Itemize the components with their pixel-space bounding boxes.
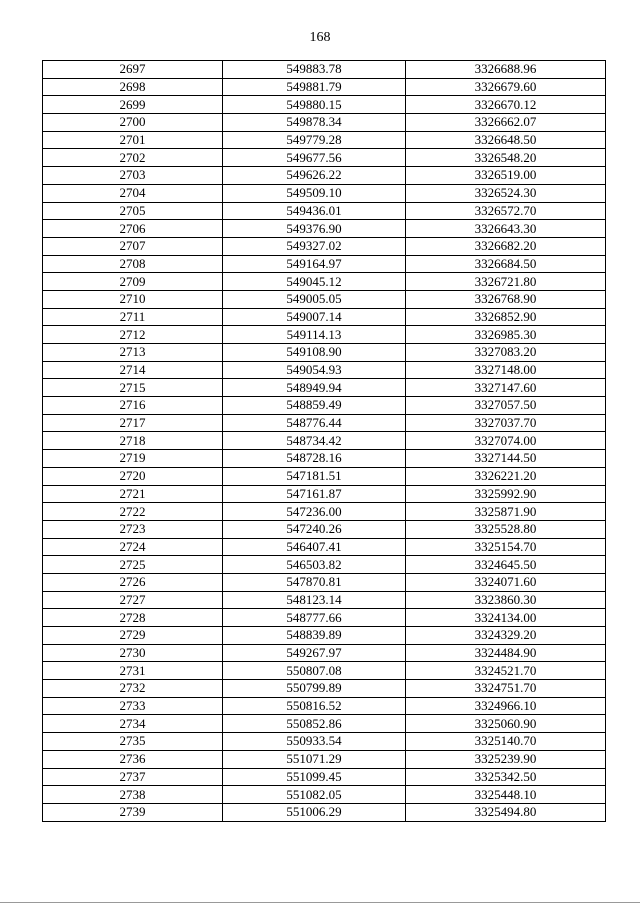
- table-row: [43, 750, 606, 768]
- point-number-cell: 2723: [43, 520, 223, 538]
- point-number-cell: 2700: [43, 114, 223, 132]
- point-number-cell: 2708: [43, 255, 223, 273]
- y-coordinate-cell: 3325528.80: [406, 520, 606, 538]
- x-coordinate-cell: 549005.05: [223, 290, 406, 308]
- point-number-cell: 2735: [43, 733, 223, 751]
- y-coordinate-cell: 3324484.90: [406, 644, 606, 662]
- point-number-cell: 2736: [43, 750, 223, 768]
- x-coordinate-cell: 547240.26: [223, 520, 406, 538]
- x-coordinate-cell: 549878.34: [223, 114, 406, 132]
- point-number-cell: 2729: [43, 627, 223, 645]
- point-number-cell: 2699: [43, 96, 223, 114]
- y-coordinate-cell: 3325448.10: [406, 786, 606, 804]
- y-coordinate-cell: 3326721.80: [406, 273, 606, 291]
- x-coordinate-cell: 551071.29: [223, 750, 406, 768]
- table-row: [43, 61, 606, 79]
- y-coordinate-cell: 3326688.96: [406, 61, 606, 79]
- table-row: [43, 680, 606, 698]
- table-row: [43, 733, 606, 751]
- y-coordinate-cell: 3325239.90: [406, 750, 606, 768]
- x-coordinate-cell: 549509.10: [223, 184, 406, 202]
- x-coordinate-cell: 551099.45: [223, 768, 406, 786]
- point-number-cell: 2727: [43, 591, 223, 609]
- coordinates-table-body: [43, 61, 606, 822]
- point-number-cell: 2710: [43, 290, 223, 308]
- x-coordinate-cell: 549881.79: [223, 78, 406, 96]
- point-number-cell: 2698: [43, 78, 223, 96]
- point-number-cell: 2726: [43, 573, 223, 591]
- y-coordinate-cell: 3323860.30: [406, 591, 606, 609]
- y-coordinate-cell: 3326572.70: [406, 202, 606, 220]
- table-row: [43, 397, 606, 415]
- table-row: [43, 308, 606, 326]
- point-number-cell: 2733: [43, 697, 223, 715]
- point-number-cell: 2719: [43, 450, 223, 468]
- point-number-cell: 2739: [43, 803, 223, 821]
- page-number: 168: [309, 30, 331, 45]
- table-row: [43, 220, 606, 238]
- table-row: [43, 591, 606, 609]
- x-coordinate-cell: 548734.42: [223, 432, 406, 450]
- y-coordinate-cell: 3326548.20: [406, 149, 606, 167]
- x-coordinate-cell: 549108.90: [223, 344, 406, 362]
- point-number-cell: 2721: [43, 485, 223, 503]
- table-row: [43, 573, 606, 591]
- table-row: [43, 644, 606, 662]
- table-row: [43, 786, 606, 804]
- table-row: [43, 503, 606, 521]
- table-row: [43, 485, 606, 503]
- point-number-cell: 2734: [43, 715, 223, 733]
- point-number-cell: 2731: [43, 662, 223, 680]
- x-coordinate-cell: 550852.86: [223, 715, 406, 733]
- point-number-cell: 2738: [43, 786, 223, 804]
- x-coordinate-cell: 551082.05: [223, 786, 406, 804]
- y-coordinate-cell: 3325060.90: [406, 715, 606, 733]
- point-number-cell: 2728: [43, 609, 223, 627]
- point-number-cell: 2730: [43, 644, 223, 662]
- point-number-cell: 2702: [43, 149, 223, 167]
- y-coordinate-cell: 3326682.20: [406, 237, 606, 255]
- table-row: [43, 255, 606, 273]
- table-row: [43, 467, 606, 485]
- point-number-cell: 2703: [43, 167, 223, 185]
- point-number-cell: 2714: [43, 361, 223, 379]
- y-coordinate-cell: 3326662.07: [406, 114, 606, 132]
- table-row: [43, 114, 606, 132]
- y-coordinate-cell: 3326670.12: [406, 96, 606, 114]
- point-number-cell: 2697: [43, 61, 223, 79]
- x-coordinate-cell: 547236.00: [223, 503, 406, 521]
- x-coordinate-cell: 547181.51: [223, 467, 406, 485]
- point-number-cell: 2725: [43, 556, 223, 574]
- x-coordinate-cell: 549054.93: [223, 361, 406, 379]
- y-coordinate-cell: 3327037.70: [406, 414, 606, 432]
- table-row: [43, 379, 606, 397]
- y-coordinate-cell: 3326519.00: [406, 167, 606, 185]
- x-coordinate-cell: 548949.94: [223, 379, 406, 397]
- y-coordinate-cell: 3325154.70: [406, 538, 606, 556]
- y-coordinate-cell: 3326648.50: [406, 131, 606, 149]
- y-coordinate-cell: 3325494.80: [406, 803, 606, 821]
- table-row: [43, 149, 606, 167]
- point-number-cell: 2701: [43, 131, 223, 149]
- table-row: [43, 184, 606, 202]
- point-number-cell: 2705: [43, 202, 223, 220]
- y-coordinate-cell: 3327147.60: [406, 379, 606, 397]
- y-coordinate-cell: 3326679.60: [406, 78, 606, 96]
- y-coordinate-cell: 3325140.70: [406, 733, 606, 751]
- y-coordinate-cell: 3325871.90: [406, 503, 606, 521]
- x-coordinate-cell: 548776.44: [223, 414, 406, 432]
- y-coordinate-cell: 3327074.00: [406, 432, 606, 450]
- point-number-cell: 2704: [43, 184, 223, 202]
- table-row: [43, 715, 606, 733]
- y-coordinate-cell: 3326985.30: [406, 326, 606, 344]
- table-row: [43, 450, 606, 468]
- x-coordinate-cell: 550799.89: [223, 680, 406, 698]
- y-coordinate-cell: 3327148.00: [406, 361, 606, 379]
- table-row: [43, 96, 606, 114]
- x-coordinate-cell: 549883.78: [223, 61, 406, 79]
- x-coordinate-cell: 548839.89: [223, 627, 406, 645]
- y-coordinate-cell: 3324521.70: [406, 662, 606, 680]
- x-coordinate-cell: 549327.02: [223, 237, 406, 255]
- table-row: [43, 803, 606, 821]
- y-coordinate-cell: 3327057.50: [406, 397, 606, 415]
- x-coordinate-cell: 550807.08: [223, 662, 406, 680]
- y-coordinate-cell: 3327144.50: [406, 450, 606, 468]
- y-coordinate-cell: 3326221.20: [406, 467, 606, 485]
- x-coordinate-cell: 546503.82: [223, 556, 406, 574]
- table-row: [43, 609, 606, 627]
- x-coordinate-cell: 549880.15: [223, 96, 406, 114]
- table-row: [43, 167, 606, 185]
- y-coordinate-cell: 3324134.00: [406, 609, 606, 627]
- x-coordinate-cell: 548777.66: [223, 609, 406, 627]
- table-row: [43, 131, 606, 149]
- x-coordinate-cell: 549376.90: [223, 220, 406, 238]
- x-coordinate-cell: 549164.97: [223, 255, 406, 273]
- table-row: [43, 344, 606, 362]
- point-number-cell: 2717: [43, 414, 223, 432]
- table-row: [43, 627, 606, 645]
- table-row: [43, 326, 606, 344]
- table-row: [43, 78, 606, 96]
- x-coordinate-cell: 549045.12: [223, 273, 406, 291]
- y-coordinate-cell: 3326768.90: [406, 290, 606, 308]
- x-coordinate-cell: 549626.22: [223, 167, 406, 185]
- point-number-cell: 2724: [43, 538, 223, 556]
- x-coordinate-cell: 551006.29: [223, 803, 406, 821]
- x-coordinate-cell: 549436.01: [223, 202, 406, 220]
- y-coordinate-cell: 3324329.20: [406, 627, 606, 645]
- y-coordinate-cell: 3327083.20: [406, 344, 606, 362]
- x-coordinate-cell: 548859.49: [223, 397, 406, 415]
- x-coordinate-cell: 550933.54: [223, 733, 406, 751]
- point-number-cell: 2713: [43, 344, 223, 362]
- table-row: [43, 556, 606, 574]
- point-number-cell: 2715: [43, 379, 223, 397]
- y-coordinate-cell: 3324966.10: [406, 697, 606, 715]
- x-coordinate-cell: 547870.81: [223, 573, 406, 591]
- table-row: [43, 520, 606, 538]
- x-coordinate-cell: 548123.14: [223, 591, 406, 609]
- y-coordinate-cell: 3324071.60: [406, 573, 606, 591]
- y-coordinate-cell: 3325992.90: [406, 485, 606, 503]
- point-number-cell: 2716: [43, 397, 223, 415]
- point-number-cell: 2711: [43, 308, 223, 326]
- y-coordinate-cell: 3326643.30: [406, 220, 606, 238]
- x-coordinate-cell: 546407.41: [223, 538, 406, 556]
- coordinates-table: [42, 60, 606, 822]
- table-row: [43, 662, 606, 680]
- page-bottom-rule: [0, 902, 640, 903]
- table-row: [43, 538, 606, 556]
- table-row: [43, 768, 606, 786]
- y-coordinate-cell: 3324751.70: [406, 680, 606, 698]
- point-number-cell: 2722: [43, 503, 223, 521]
- x-coordinate-cell: 549007.14: [223, 308, 406, 326]
- point-number-cell: 2737: [43, 768, 223, 786]
- x-coordinate-cell: 549267.97: [223, 644, 406, 662]
- point-number-cell: 2706: [43, 220, 223, 238]
- y-coordinate-cell: 3325342.50: [406, 768, 606, 786]
- x-coordinate-cell: 547161.87: [223, 485, 406, 503]
- table-row: [43, 432, 606, 450]
- y-coordinate-cell: 3324645.50: [406, 556, 606, 574]
- table-row: [43, 202, 606, 220]
- point-number-cell: 2718: [43, 432, 223, 450]
- x-coordinate-cell: 549779.28: [223, 131, 406, 149]
- point-number-cell: 2720: [43, 467, 223, 485]
- table-row: [43, 273, 606, 291]
- x-coordinate-cell: 548728.16: [223, 450, 406, 468]
- y-coordinate-cell: 3326524.30: [406, 184, 606, 202]
- y-coordinate-cell: 3326684.50: [406, 255, 606, 273]
- point-number-cell: 2712: [43, 326, 223, 344]
- point-number-cell: 2709: [43, 273, 223, 291]
- y-coordinate-cell: 3326852.90: [406, 308, 606, 326]
- table-row: [43, 414, 606, 432]
- table-row: [43, 697, 606, 715]
- x-coordinate-cell: 549114.13: [223, 326, 406, 344]
- table-row: [43, 237, 606, 255]
- point-number-cell: 2732: [43, 680, 223, 698]
- table-row: [43, 361, 606, 379]
- table-row: [43, 290, 606, 308]
- x-coordinate-cell: 550816.52: [223, 697, 406, 715]
- x-coordinate-cell: 549677.56: [223, 149, 406, 167]
- point-number-cell: 2707: [43, 237, 223, 255]
